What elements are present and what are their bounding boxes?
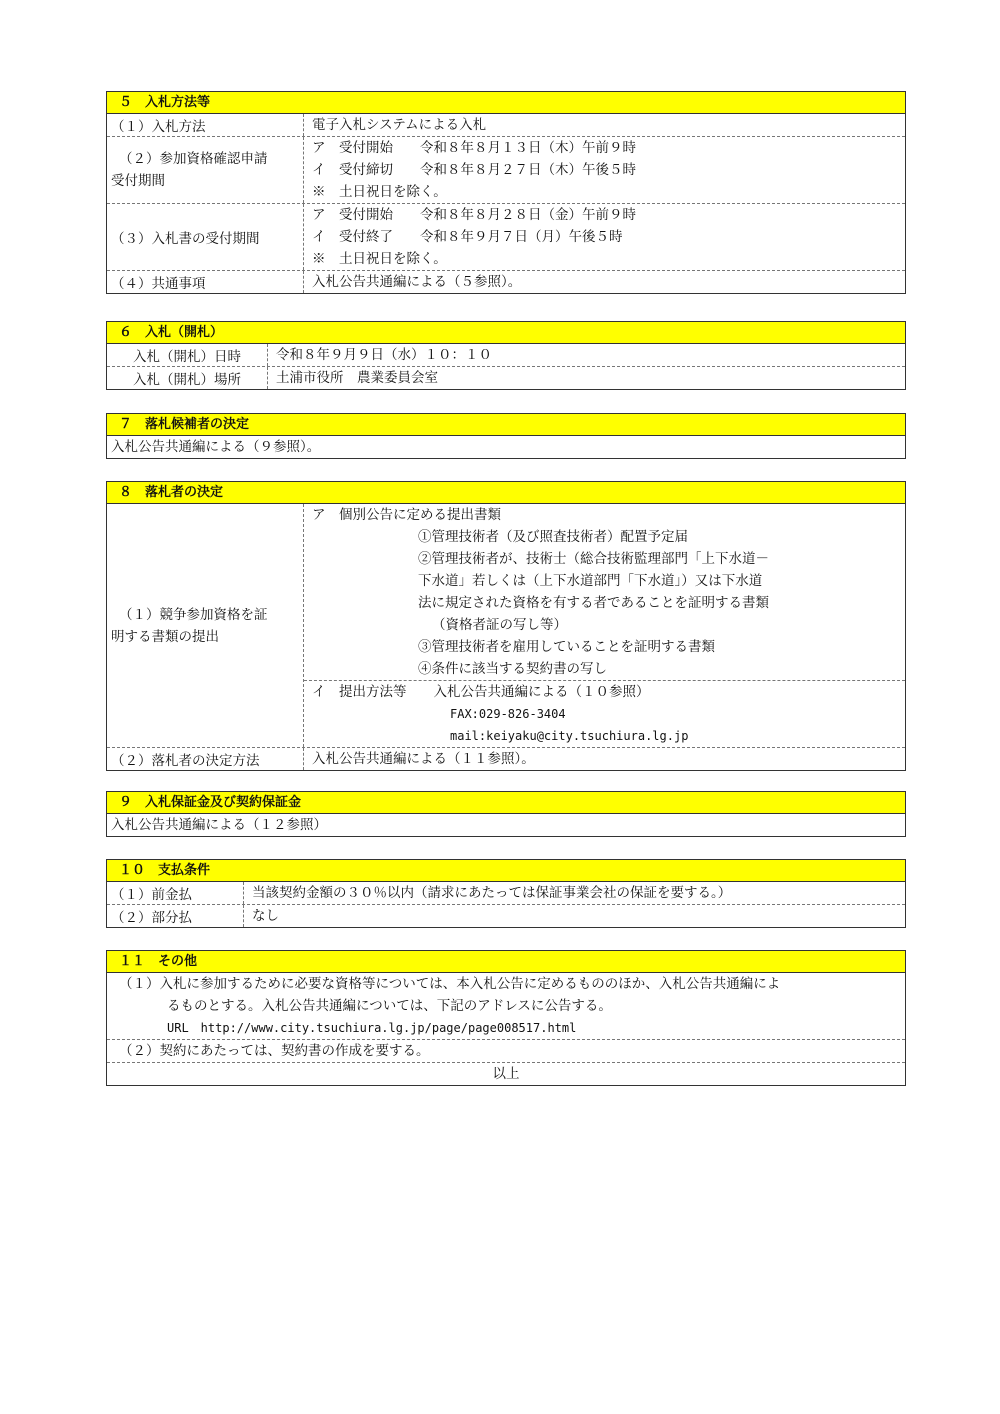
sub-block-b [304, 681, 905, 747]
row-label: （１）前金払 [107, 882, 244, 904]
row-value: 令和８年９月９日（水）１０：１０ [276, 347, 492, 363]
row-value: 電子入札システムによる入札 [312, 117, 487, 133]
row-value: なし [252, 908, 279, 924]
table-row [107, 137, 905, 204]
table-row [107, 114, 905, 137]
section-5-title: ５ 入札方法等 [107, 92, 905, 114]
section-10 [106, 859, 906, 928]
row-value [304, 137, 905, 203]
section-6-title: ６ 入札（開札） [107, 322, 905, 344]
row-label [107, 137, 304, 203]
row-label-line: （２）参加資格確認申請 [119, 151, 268, 167]
row-value-line: ア 受付開始 令和８年８月２８日（金）午前９時 [312, 207, 636, 223]
row-value-line: ③管理技術者を雇用していることを証明する書類 [418, 639, 715, 655]
row-value-line: 法に規定された資格を有する者であることを証明する書類 [418, 595, 769, 611]
row-label: （１）入札方法 [107, 114, 304, 136]
row-label: 入札（開札）日時 [107, 344, 268, 366]
fax-number: FAX:029-826-3404 [450, 707, 566, 721]
row-value-line: ④条件に該当する契約書の写し [418, 661, 607, 677]
email-address[interactable]: mail:keiyaku@city.tsuchiura.lg.jp [450, 729, 689, 743]
section-11-title: １１ その他 [107, 951, 905, 973]
row-value: 入札公告共通編による（５参照）。 [312, 274, 522, 290]
row-label [107, 504, 304, 747]
table-row [107, 973, 905, 1040]
other-line: （１）入札に参加するために必要な資格等については、本入札公告に定めるもののほか、入札公告共通編によ [119, 976, 781, 992]
row-value-line: ア 個別公告に定める提出書類 [312, 507, 501, 523]
section-9 [106, 791, 906, 837]
section-6 [106, 321, 906, 390]
table-row [107, 204, 905, 271]
table-row [107, 367, 905, 389]
end-marker: 以上 [492, 1066, 520, 1082]
section-7-value: 入札公告共通編による（９参照）。 [111, 439, 321, 455]
row-value-line: ※ 土日祝日を除く。 [312, 251, 447, 267]
section-7 [106, 413, 906, 459]
row-label: （４）共通事項 [107, 271, 304, 293]
row-label: 入札（開札）場所 [107, 367, 268, 389]
table-row [107, 748, 905, 770]
section-5 [106, 91, 906, 294]
row-value-line: イ 受付終了 令和８年９月７日（月）午後５時 [312, 229, 623, 245]
row-value: 当該契約金額の３０％以内（請求にあたっては保証事業会社の保証を要する。） [252, 885, 732, 901]
section-8 [106, 481, 906, 771]
section-8-title: ８ 落札者の決定 [107, 482, 905, 504]
row-value [304, 504, 905, 747]
url-link[interactable]: URL http://www.city.tsuchiura.lg.jp/page/page008517.html [167, 1021, 577, 1035]
row-value-line: 下水道」若しくは（上下水道部門「下水道」）又は下水道 [418, 573, 763, 589]
table-row [107, 1040, 905, 1063]
other-line: （２）契約にあたっては、契約書の作成を要する。 [119, 1043, 430, 1059]
section-7-title: ７ 落札候補者の決定 [107, 414, 905, 436]
row-value: 土浦市役所 農業委員会室 [276, 370, 438, 386]
row-label-line: 明する書類の提出 [111, 628, 219, 645]
section-10-title: １０ 支払条件 [107, 860, 905, 882]
section-11 [106, 950, 906, 1086]
row-value-line: イ 受付締切 令和８年８月２７日（木）午後５時 [312, 162, 636, 178]
table-row [107, 905, 905, 927]
row-value [304, 204, 905, 270]
table-row [107, 271, 905, 293]
row-value-line: ア 受付開始 令和８年８月１３日（木）午前９時 [312, 140, 636, 156]
table-row [107, 882, 905, 905]
row-value-line: イ 提出方法等 入札公告共通編による（１０参照） [312, 684, 650, 700]
row-value: 入札公告共通編による（１１参照）。 [312, 751, 535, 767]
other-line: るものとする。入札公告共通編については、下記のアドレスに公告する。 [167, 998, 612, 1014]
table-row [107, 344, 905, 367]
row-value-line: ※ 土日祝日を除く。 [312, 184, 447, 200]
row-value-line: ①管理技術者（及び照査技術者）配置予定届 [418, 529, 688, 545]
row-label: （３）入札書の受付期間 [107, 204, 304, 270]
row-label: （２）部分払 [107, 905, 244, 927]
sub-block-a [304, 504, 905, 681]
section-9-title: ９ 入札保証金及び契約保証金 [107, 792, 905, 814]
row-label-line: （１）競争参加資格を証 [119, 606, 268, 623]
row-label: （２）落札者の決定方法 [107, 748, 304, 770]
section-9-value: 入札公告共通編による（１２参照） [111, 817, 327, 833]
table-row [107, 504, 905, 748]
row-value-line: （資格者証の写し等） [432, 617, 567, 633]
row-label-line: 受付期間 [111, 173, 165, 189]
row-value-line: ②管理技術者が、技術士（総合技術監理部門「上下水道－ [418, 551, 769, 567]
